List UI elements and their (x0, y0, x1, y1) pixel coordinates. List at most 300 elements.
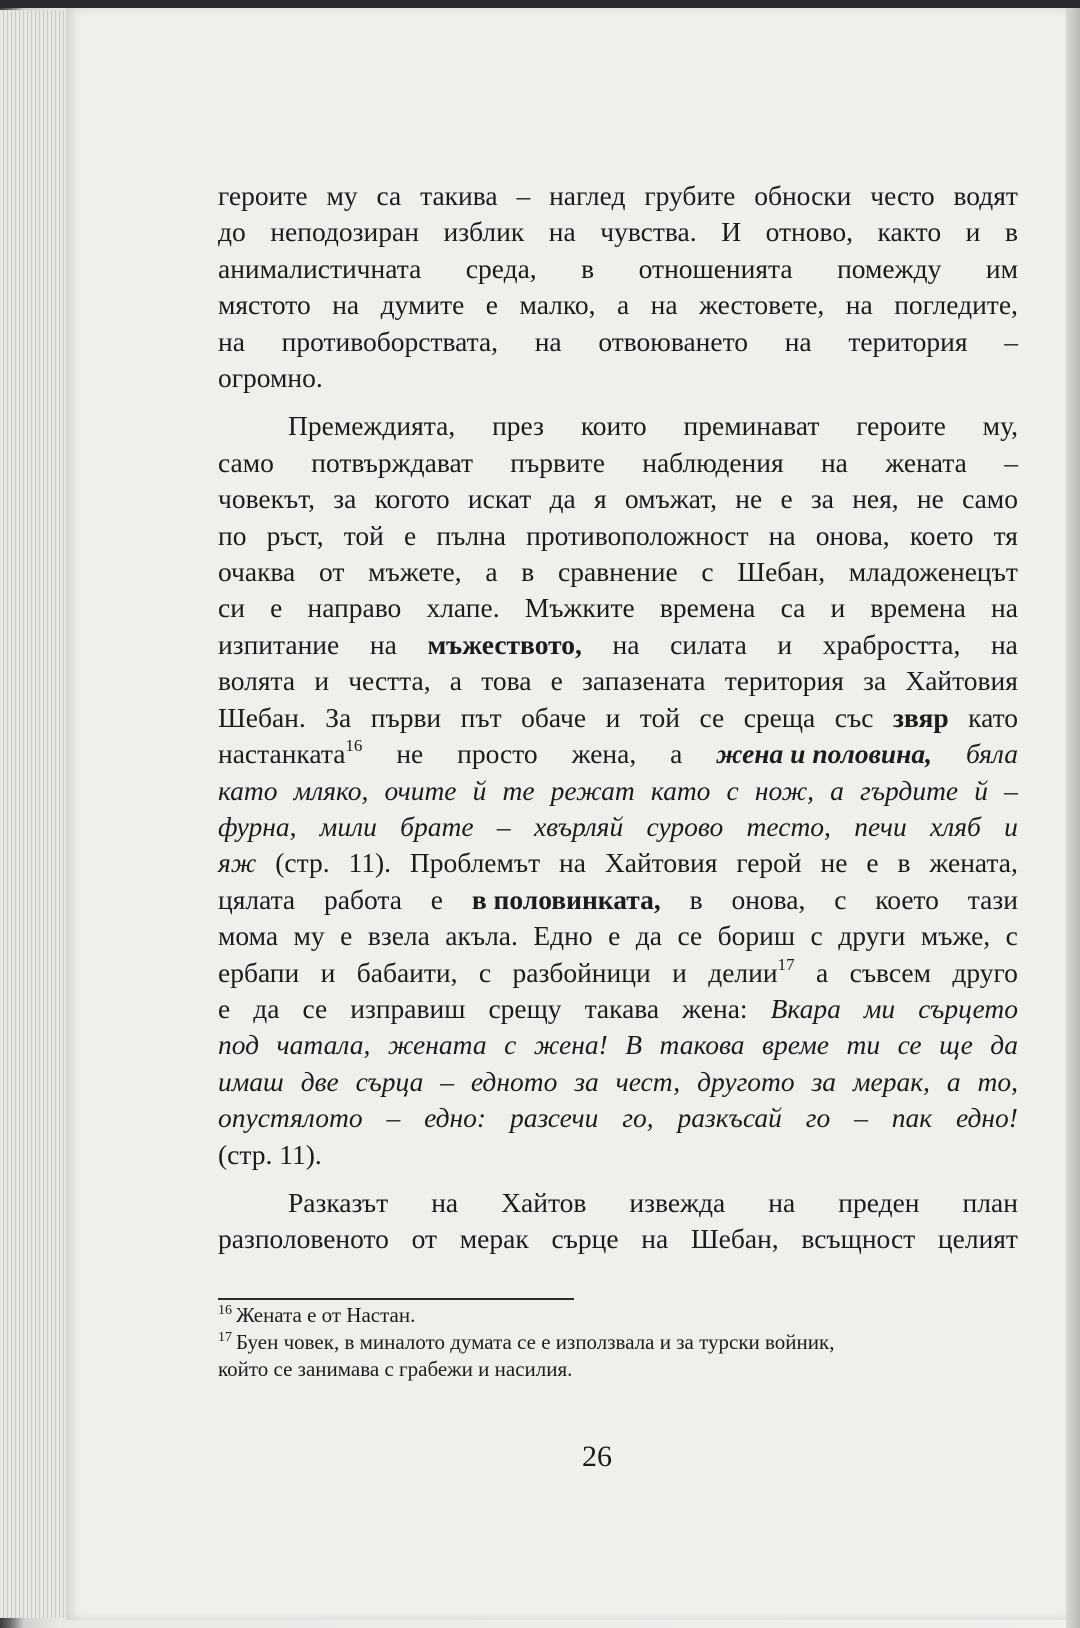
text-line (218, 214, 1018, 250)
word: онова, (815, 519, 890, 551)
word: Премеждията, (288, 410, 456, 442)
word: наблюдения (642, 446, 784, 478)
text-line (218, 1137, 1018, 1173)
word: на (332, 289, 360, 321)
word: жена, (571, 738, 637, 770)
text-line (218, 481, 1018, 517)
text-line (218, 627, 1018, 663)
word: акъла. (445, 920, 518, 952)
word: се (699, 701, 725, 733)
word: мъже, (920, 920, 991, 952)
word: делии$^{17}$ (708, 954, 795, 988)
word: – (1004, 446, 1018, 478)
word: мястото (218, 289, 311, 321)
word: фурна, (218, 810, 297, 842)
word: цялата (218, 883, 296, 915)
word: което (875, 883, 939, 915)
text-line (218, 360, 1018, 396)
word: грубите (644, 180, 736, 211)
word: И (721, 216, 742, 248)
word: им (985, 252, 1018, 284)
word: разполовеното (218, 1223, 389, 1255)
word: чест, (615, 1065, 681, 1097)
word: ръст, (266, 519, 324, 551)
word: – (854, 1102, 868, 1134)
text-line (218, 991, 1018, 1027)
paragraph-lines (218, 178, 1018, 1258)
word: в (521, 556, 535, 588)
word: герой (736, 847, 802, 879)
word: други (838, 920, 906, 952)
word: е (780, 483, 793, 515)
word: направо (307, 592, 402, 624)
text-line (218, 663, 1018, 699)
word: в (1004, 216, 1018, 248)
word: за (863, 665, 887, 697)
word: до (218, 216, 246, 248)
word: по (218, 519, 247, 551)
text-line (218, 178, 1018, 214)
word: е (550, 665, 563, 697)
word: отново, (765, 216, 853, 248)
word: се (677, 920, 703, 952)
text-line (218, 590, 1018, 626)
paragraph-gap (218, 1173, 1018, 1185)
word: в (581, 252, 595, 284)
word: на (768, 519, 796, 551)
word: със (834, 701, 874, 733)
footnote-17-mark: 17 (218, 1330, 232, 1345)
word: едно: (424, 1102, 487, 1134)
word: не (916, 483, 944, 515)
text-line (218, 1064, 1018, 1100)
footnote-17 (218, 1329, 1018, 1356)
word: Хайтовия (905, 665, 1018, 697)
footnote-17-text-1: Буен човек, в миналото думата се е използвала и за турски войник, (236, 1330, 835, 1354)
word: само (962, 483, 1018, 515)
word: За (325, 701, 352, 733)
footnote-16-text: Жената е от Настан. (236, 1303, 416, 1327)
word: са (780, 592, 806, 624)
word: работа (324, 883, 402, 915)
word: яж (218, 847, 257, 879)
word: омъжат, (624, 483, 718, 515)
word: на (650, 289, 678, 321)
word: едното (470, 1065, 558, 1097)
word: разбойници (512, 956, 651, 988)
word: пак (891, 1102, 933, 1134)
scan-top-edge (0, 0, 1080, 8)
word: с (701, 556, 714, 588)
word: извежда (629, 1186, 726, 1218)
word: пълна (436, 519, 506, 551)
text-line (218, 324, 1018, 360)
word: се (897, 1029, 922, 1061)
word: и (672, 956, 687, 988)
word: като (218, 774, 278, 806)
word: сравнение (557, 556, 678, 588)
word: сурово (646, 810, 724, 842)
word: под (218, 1029, 260, 1061)
word: път (460, 701, 502, 733)
word: Проблемът (409, 847, 541, 879)
word: помежду (837, 252, 942, 284)
word: чатала, (276, 1029, 371, 1061)
footnote-reference: 17 (777, 954, 795, 974)
word: на (990, 628, 1018, 660)
word: време (762, 1029, 829, 1061)
word: и (314, 665, 330, 697)
word: с (726, 774, 739, 806)
text-line (218, 700, 1018, 736)
word: да (549, 483, 576, 515)
text-line (218, 518, 1018, 554)
word: тази (967, 883, 1018, 915)
word: ми (863, 992, 896, 1024)
word: – (1004, 774, 1018, 806)
word: е (404, 519, 417, 551)
footnote-17-text-2: който се занимава с грабежи и насилия. (218, 1357, 573, 1381)
word: му (293, 920, 325, 952)
word: на (534, 325, 562, 357)
word: на (559, 847, 586, 879)
word: малко, (519, 289, 596, 321)
word: както (877, 216, 942, 248)
word: – (1004, 325, 1018, 357)
word: Вкара (770, 992, 841, 1024)
word: честта, (348, 665, 431, 697)
word: на (768, 1186, 796, 1218)
word: и (605, 701, 621, 733)
word: те (502, 774, 535, 806)
word: очаква (218, 556, 296, 588)
word: а (485, 556, 498, 588)
word: водят (953, 180, 1018, 211)
word: с (504, 1029, 517, 1061)
word: мерак, (852, 1065, 930, 1097)
word: на (991, 592, 1018, 624)
word: бориш (717, 920, 796, 952)
word: такива (420, 180, 498, 211)
word: за (810, 483, 834, 515)
word: преминават (683, 410, 820, 442)
word: жената (387, 1029, 487, 1061)
word: Хайтовия (604, 847, 718, 879)
word: другото (697, 1065, 795, 1097)
word: я (593, 483, 607, 515)
word: разкъсай (677, 1102, 782, 1134)
word: той (639, 701, 680, 733)
word: младоженецът (848, 556, 1018, 588)
word: човекът, (218, 483, 316, 515)
word: план (962, 1186, 1018, 1218)
word: целият (937, 1223, 1018, 1255)
word: нож, (754, 774, 815, 806)
word: е (270, 592, 283, 624)
word: а (616, 289, 630, 321)
word: настанката$^{16}$ (218, 736, 363, 770)
word: първи (370, 701, 442, 733)
word: разсечи (509, 1102, 599, 1134)
text-line (218, 445, 1018, 481)
word: режат (550, 774, 635, 806)
word: й (472, 774, 487, 806)
word: мома (218, 920, 279, 952)
text-line (218, 1027, 1018, 1063)
word: (стр. (218, 1138, 280, 1170)
text-line (218, 287, 1018, 323)
word: сърце (551, 1223, 619, 1255)
word: Хайтов (501, 1186, 587, 1218)
word: чувства. (600, 216, 697, 248)
text-line (218, 554, 1018, 590)
text-line (218, 251, 1018, 287)
word: съвсем (849, 956, 932, 988)
word: й (974, 774, 988, 806)
word: и (965, 216, 981, 248)
word: очите (384, 774, 457, 806)
word: ербапи (218, 956, 300, 988)
word: храбростта, (822, 628, 961, 660)
word: времена (870, 592, 966, 624)
word: с (478, 956, 492, 988)
word: си (218, 592, 245, 624)
word: ще (939, 1029, 973, 1061)
word: две (300, 1065, 339, 1097)
word: нея, (852, 483, 899, 515)
word: на (820, 446, 848, 478)
word: друго (952, 956, 1018, 988)
word: такова (659, 1029, 745, 1061)
word: опустялото (218, 1102, 363, 1134)
word: – (386, 1102, 401, 1134)
word: Едно (533, 920, 593, 952)
word: това (481, 665, 532, 697)
word: обаче (521, 701, 587, 733)
word: на (548, 216, 576, 248)
word: – (440, 1065, 454, 1097)
word: преден (838, 1186, 920, 1218)
word: хляб (930, 810, 981, 842)
word: Шебан. (218, 701, 306, 733)
word: и (1004, 810, 1018, 842)
word: е (866, 847, 879, 879)
word: на (784, 325, 812, 357)
word: в (897, 847, 911, 879)
word: на (641, 1223, 669, 1255)
word: жена: (682, 992, 748, 1024)
word: на (218, 325, 245, 357)
word: жената (885, 446, 967, 478)
word: (стр. (275, 847, 330, 879)
word: само (218, 446, 274, 478)
word: противоборствата, (281, 325, 499, 357)
word: на (612, 628, 640, 660)
word: на (845, 289, 873, 321)
footnotes (218, 1302, 1018, 1383)
word: което (909, 519, 974, 551)
word: отношенията (638, 252, 793, 284)
word: в (689, 883, 703, 915)
word: 11). (348, 847, 392, 879)
word: е (430, 883, 443, 915)
word: за (333, 483, 357, 515)
word: имаш (218, 1065, 284, 1097)
text-line (218, 955, 1018, 991)
footnote-reference: 16 (345, 736, 363, 756)
word: го (805, 1102, 831, 1134)
word: то, (977, 1065, 1018, 1097)
word: жестовете, (699, 289, 825, 321)
word: са (376, 180, 402, 211)
word: погледите, (894, 289, 1018, 321)
word: от (318, 556, 345, 588)
word: мили (319, 810, 377, 842)
word: гърдите (860, 774, 959, 806)
word: Шебан, (690, 1223, 779, 1255)
word: не (820, 847, 848, 879)
word: с (834, 883, 847, 915)
word: като (650, 774, 711, 806)
footnote-16 (218, 1302, 1018, 1329)
word: противоположност (526, 519, 749, 551)
word: наглед (549, 180, 626, 211)
text-line (218, 1185, 1018, 1221)
word: мъжеството, (427, 628, 582, 660)
page-stack-edges (0, 10, 70, 1618)
word: анималистичната (218, 252, 422, 284)
word: ти (846, 1029, 881, 1061)
word: звяр (892, 701, 949, 733)
word: просто (457, 738, 538, 770)
word: когото (374, 483, 450, 515)
word: му, (982, 410, 1018, 442)
word: на (369, 628, 397, 660)
body-text (218, 178, 1018, 1258)
word: му (326, 180, 358, 211)
word: като (968, 701, 1018, 733)
word: често (870, 180, 935, 211)
word: сърцето (918, 992, 1018, 1024)
word: мляко, (293, 774, 369, 806)
word: територия (848, 325, 968, 357)
word: Мъжките (524, 592, 635, 624)
word: всъщност (801, 1223, 916, 1255)
word: хвърляй (533, 810, 624, 842)
word: той (343, 519, 384, 551)
word: взела (367, 920, 430, 952)
word: искат (467, 483, 532, 515)
word: печи (854, 810, 907, 842)
word: сърца (355, 1065, 424, 1097)
word: на (431, 1186, 459, 1218)
word: 11). (279, 1138, 322, 1170)
footnote-separator (218, 1298, 574, 1300)
word: а (449, 665, 463, 697)
word: волята (218, 665, 296, 697)
text-line (218, 408, 1018, 444)
word: се (302, 992, 328, 1024)
scan-right-edge (1066, 0, 1080, 1628)
word: а (830, 774, 844, 806)
word: е (608, 920, 621, 952)
word: В (625, 1029, 643, 1061)
text-line (218, 809, 1018, 845)
word: срещу (488, 992, 562, 1024)
word: бабаити, (356, 956, 458, 988)
word: времена (659, 592, 756, 624)
word: жена и половина, (716, 738, 933, 770)
text-line (218, 845, 1018, 881)
word: – (516, 180, 531, 211)
word: тя (993, 519, 1018, 551)
word: едно! (955, 1102, 1018, 1134)
word: Разказът (288, 1186, 389, 1218)
word: изблик (443, 216, 525, 248)
text-line (218, 1221, 1018, 1257)
word: не (735, 483, 763, 515)
word: от (411, 1223, 438, 1255)
word: мерак (459, 1223, 529, 1255)
word: да (253, 992, 280, 1024)
word: огромно. (218, 362, 323, 394)
word: го, (622, 1102, 654, 1134)
word: в половинката, (471, 883, 661, 915)
word: хлапе. (426, 592, 500, 624)
word: бяла (965, 738, 1018, 770)
text-line (218, 736, 1018, 772)
page-number: 26 (582, 1440, 612, 1473)
word: и (320, 956, 336, 988)
word: среща (743, 701, 816, 733)
footnote-16-mark: 16 (218, 1303, 232, 1318)
word: брате (400, 810, 474, 842)
paragraph-gap (218, 396, 1018, 408)
word: жената, (929, 847, 1018, 879)
text-line (218, 882, 1018, 918)
word: които (580, 410, 647, 442)
word: потвърждават (311, 446, 473, 478)
word: мъжете, (368, 556, 462, 588)
word: територия (724, 665, 844, 697)
word: думите (380, 289, 465, 321)
word: среда, (465, 252, 537, 284)
word: изправиш (350, 992, 466, 1024)
word: онова, (731, 883, 806, 915)
word: неподозиран (270, 216, 419, 248)
word: а (670, 738, 683, 770)
word: изпитание (218, 628, 340, 660)
word: запазената (582, 665, 706, 697)
word: не (396, 738, 424, 770)
word: първите (510, 446, 605, 478)
word: а (815, 956, 829, 988)
word: да (990, 1029, 1018, 1061)
word: е (485, 289, 499, 321)
word: е (340, 920, 353, 952)
word: да (635, 920, 662, 952)
word: силата (670, 628, 747, 660)
word: за (811, 1065, 837, 1097)
word: с (810, 920, 823, 952)
word: такава (584, 992, 660, 1024)
word: с (1005, 920, 1018, 952)
word: – (496, 810, 511, 842)
word: тесто, (746, 810, 831, 842)
text-line (218, 1100, 1018, 1136)
word: Шебан, (737, 556, 826, 588)
word: героите (218, 180, 308, 211)
